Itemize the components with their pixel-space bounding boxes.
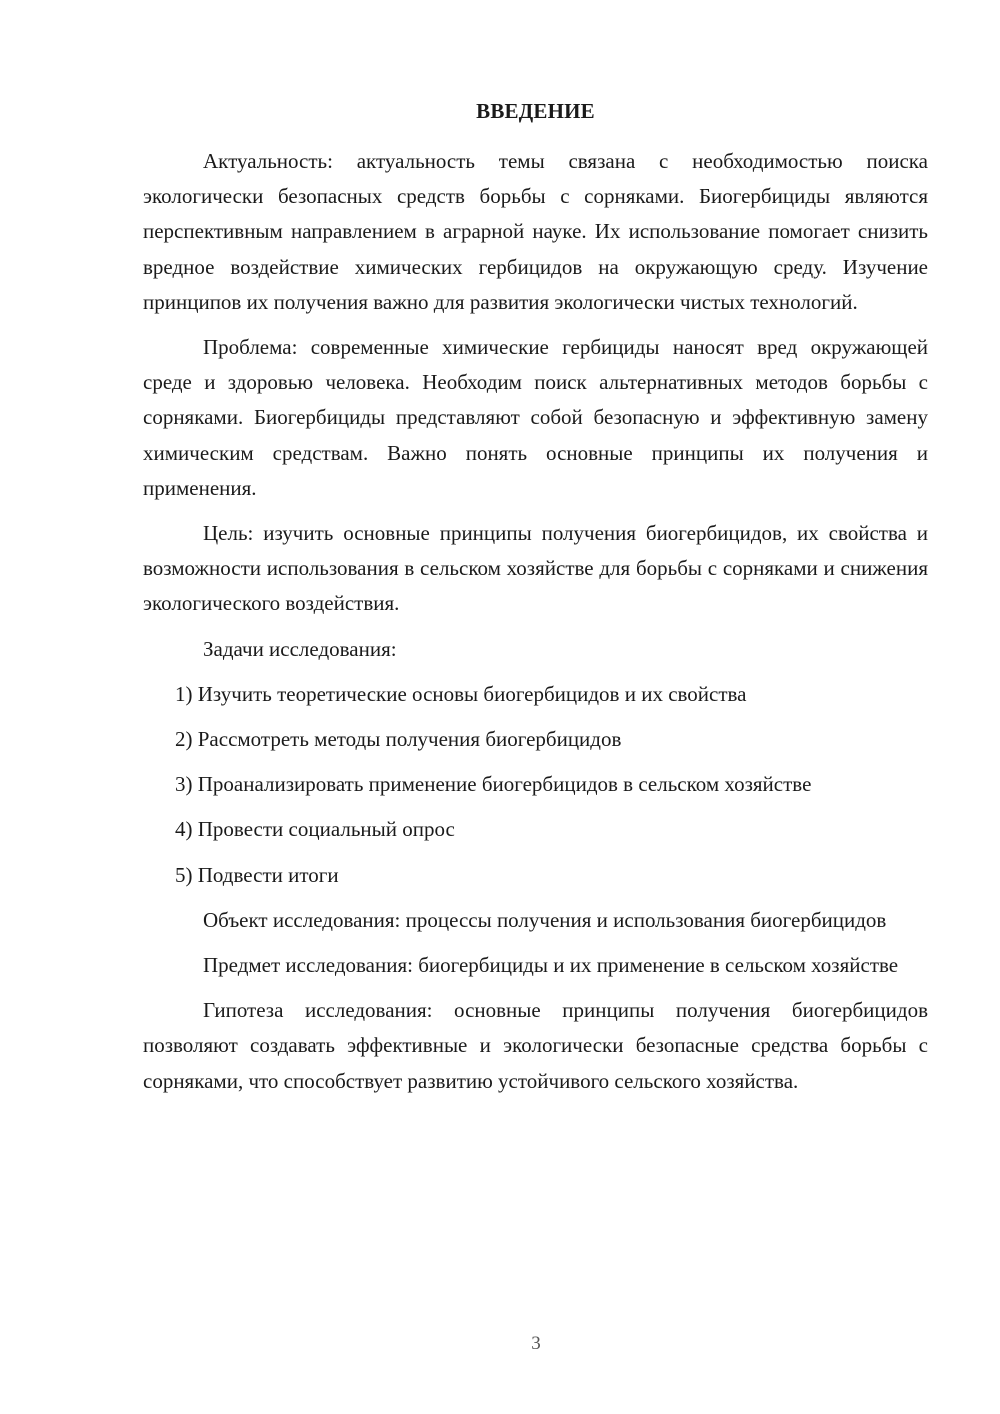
task-item: 2) Рассмотреть методы получения биогербицидов <box>175 727 622 752</box>
page-title: ВВЕДЕНИЕ <box>476 99 595 123</box>
relevance-paragraph: Актуальность: актуальность темы связана с необходимостью поиска экологически безопасных средств борьбы с сорняками. Биогербициды являются перспективным направлением в аграрной науке. Их использование помогает снизить вредное воздействие химических гербицидов на окружающую среду. Изучение принципов их получения важно для развития экологически чистых технологий. <box>143 149 928 314</box>
subject-paragraph: Предмет исследования: биогербициды и их применение в сельском хозяйстве <box>203 953 899 978</box>
task-item: 4) Провести социальный опрос <box>175 817 455 842</box>
tasks-heading: Задачи исследования: <box>203 636 397 661</box>
goal-paragraph: Цель: изучить основные принципы получения биогербицидов, их свойства и возможности использования в сельском хозяйстве для борьбы с сорняками и снижения экологического воздействия. <box>143 521 928 616</box>
task-item: 5) Подвести итоги <box>175 862 339 887</box>
hypothesis-paragraph: Гипотеза исследования: основные принципы получения биогербицидов позволяют создавать эффективные и экологически безопасные средства борьбы с сорняками, что способствует развитию устойчивого сельского хозяйства. <box>143 998 928 1093</box>
page-number: 3 <box>531 1333 541 1354</box>
task-item: 3) Проанализировать применение биогербицидов в сельском хозяйстве <box>175 772 812 797</box>
task-item: 1) Изучить теоретические основы биогербицидов и их свойства <box>175 681 747 706</box>
object-paragraph: Объект исследования: процессы получения и использования биогербицидов <box>203 907 887 932</box>
problem-paragraph: Проблема: современные химические гербициды наносят вред окружающей среде и здоровью человека. Необходим поиск альтернативных методов борьбы с сорняками. Биогербициды представляют собой безопасную и эффективную замену химическим средствам. Важно понять основные принципы их получения и применения. <box>143 335 928 500</box>
document-page <box>143 96 928 1109</box>
